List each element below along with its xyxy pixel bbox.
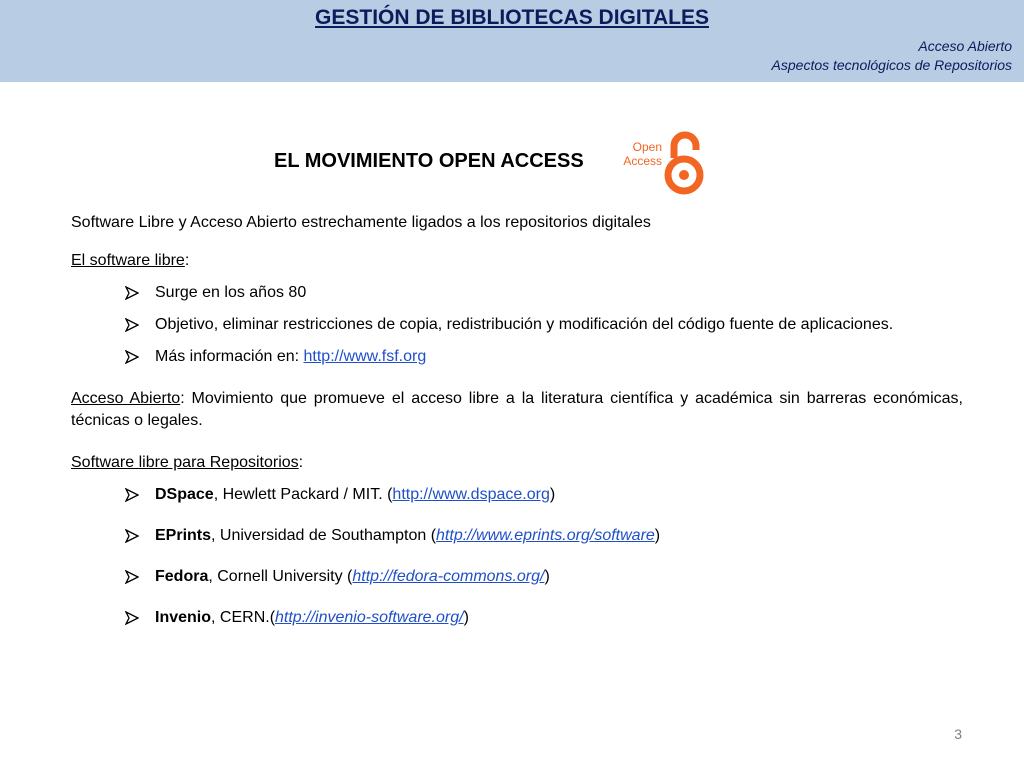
header-title: GESTIÓN DE BIBLIOTECAS DIGITALES [315, 6, 709, 29]
open-access-logo-text [612, 140, 662, 168]
software-libre-heading-colon: : [184, 252, 190, 269]
arrow-bullet-icon [125, 282, 143, 304]
acceso-abierto-term: Acceso Abierto [71, 390, 181, 407]
list-item [71, 607, 963, 629]
repo-description: , Cornell University ( [208, 568, 353, 585]
list-item [71, 566, 963, 588]
acceso-abierto-paragraph [71, 388, 963, 432]
header-subtitle [772, 37, 1012, 75]
software-libre-heading [71, 250, 963, 272]
list-item-text: Objetivo, eliminar restricciones de copia, redistribución y modificación del código fuente de aplicaciones. [155, 316, 894, 333]
header-subtitle-line-2: Aspectos tecnológicos de Repositorios [771, 57, 1012, 73]
list-item-text: Surge en los años 80 [155, 284, 307, 301]
header-subtitle-line-1: Acceso Abierto [918, 38, 1012, 54]
list-item [71, 484, 963, 506]
software-libre-heading-text: El software libre [71, 252, 185, 269]
eprints-link[interactable]: http://www.eprints.org/software [436, 527, 655, 544]
repo-close-paren: ) [549, 486, 556, 503]
list-item [71, 314, 963, 336]
repo-description: , CERN.( [211, 609, 276, 626]
repo-close-paren: ) [654, 527, 661, 544]
repo-description: , Hewlett Packard / MIT. ( [213, 486, 393, 503]
dspace-link[interactable]: http://www.dspace.org [392, 486, 550, 503]
open-access-logo [612, 128, 707, 198]
repositorios-heading-colon: : [298, 454, 304, 471]
open-access-logo-word-2: Access [623, 154, 662, 168]
open-lock-icon [664, 128, 704, 198]
list-item [71, 282, 963, 304]
repo-name: Invenio [155, 609, 212, 626]
repo-description: , Universidad de Southampton ( [211, 527, 437, 544]
slide-body [71, 212, 963, 629]
repo-name: Fedora [155, 568, 209, 585]
page-number: 3 [954, 726, 962, 742]
acceso-abierto-definition: : Movimiento que promueve el acceso libre a la literatura científica y académica sin barreras económicas, técnicas o legales. [71, 390, 964, 429]
repo-close-paren: ) [544, 568, 550, 585]
fsf-link[interactable]: http://www.fsf.org [303, 348, 427, 365]
slide-title: EL MOVIMIENTO OPEN ACCESS [274, 150, 584, 172]
arrow-bullet-icon [125, 566, 143, 588]
list-item [71, 525, 963, 547]
list-item-text: Más información en: [155, 348, 304, 365]
repo-close-paren: ) [463, 609, 469, 626]
repositorios-heading-text: Software libre para Repositorios [71, 454, 299, 471]
repo-name: DSpace [155, 486, 214, 503]
list-item [71, 346, 963, 368]
invenio-link[interactable]: http://invenio-software.org/ [275, 609, 464, 626]
repositorios-heading [71, 452, 963, 474]
repo-name: EPrints [155, 527, 212, 544]
arrow-bullet-icon [125, 525, 143, 547]
arrow-bullet-icon [125, 314, 143, 336]
arrow-bullet-icon [125, 607, 143, 629]
arrow-bullet-icon [125, 346, 143, 368]
open-access-logo-word-1: Open [632, 140, 662, 154]
header-bar [0, 0, 1024, 82]
arrow-bullet-icon [125, 484, 143, 506]
intro-text: Software Libre y Acceso Abierto estrechamente ligados a los repositorios digitales [71, 214, 651, 231]
fedora-link[interactable]: http://fedora-commons.org/ [352, 568, 545, 585]
